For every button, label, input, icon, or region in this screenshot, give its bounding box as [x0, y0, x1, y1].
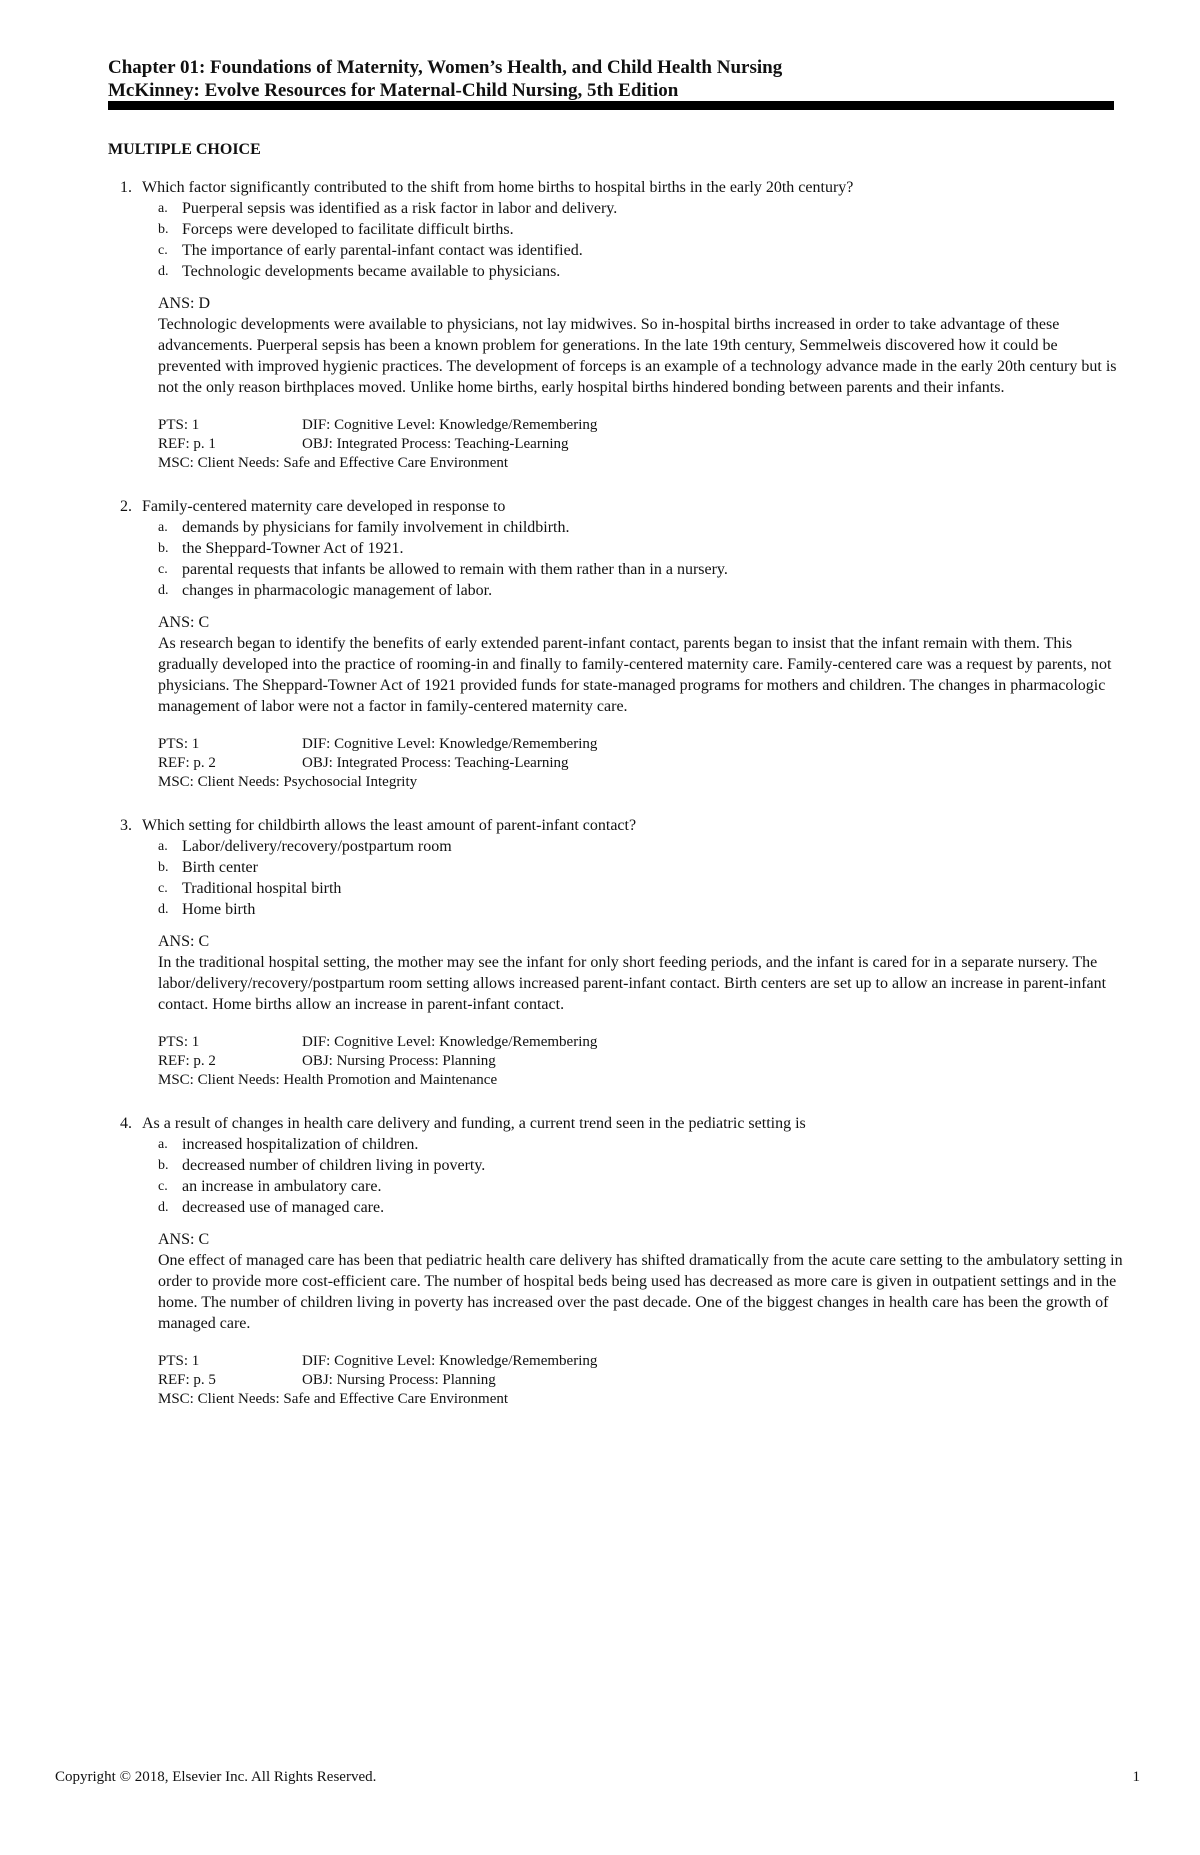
option-d [108, 261, 1128, 282]
option-letter: b. [158, 1158, 169, 1173]
difficulty: DIF: Cognitive Level: Knowledge/Remembering [302, 736, 598, 752]
question-number: 1. [120, 179, 132, 196]
question-text: Which factor significantly contributed to the shift from home births to hospital births in the early 20th century? [142, 179, 854, 196]
option-c [108, 240, 1128, 261]
option-letter: d. [158, 264, 169, 279]
points: PTS: 1 [158, 417, 200, 433]
option-a [108, 1134, 1128, 1155]
rationale: One effect of managed care has been that pediatric health care delivery has shifted dramatically from the acute care setting to the ambulatory setting in order to provide more cost-efficient care. The number of hospital beds being used has decreased as more care is given in outpatient settings and in the home. The number of children living in poverty has increased over the past decade. One of the biggest changes in health care has been the growth of managed care. [158, 1252, 1123, 1332]
option-d [108, 580, 1128, 601]
option-b [108, 538, 1128, 559]
reference: REF: p. 1 [158, 436, 216, 452]
answer-key: ANS: C [158, 614, 210, 631]
rationale: As research began to identify the benefits of early extended parent-infant contact, parents began to insist that the infant remain with them. This gradually developed into the practice of rooming-in and finally to family-centered maternity care. Family-centered care was a request by parents, not physicians. The Sheppard-Towner Act of 1921 provided funds for state-managed programs for mothers and children. The changes in pharmacologic management of labor were not a factor in family-centered maternity care. [158, 635, 1112, 715]
rationale: In the traditional hospital setting, the mother may see the infant for only short feeding periods, and the infant is cared for in a separate nursery. The labor/delivery/recovery/postpartum room setting allows increased parent-infant contact. Birth centers are set up to allow an increase in parent-infant contact. Home births allow an increase in parent-infant contact. [158, 954, 1107, 1013]
option-text: an increase in ambulatory care. [182, 1178, 382, 1195]
option-text: changes in pharmacologic management of labor. [182, 582, 493, 599]
option-text: The importance of early parental-infant contact was identified. [182, 242, 583, 259]
option-d [108, 899, 1128, 920]
answer-block [158, 1229, 1128, 1334]
answer-options [108, 198, 1128, 282]
option-a [108, 198, 1128, 219]
option-letter: d. [158, 902, 169, 917]
page-footer [55, 1769, 1140, 1786]
page-number: 1 [1132, 1769, 1140, 1785]
option-letter: a. [158, 839, 168, 854]
option-a [108, 517, 1128, 538]
option-text: the Sheppard-Towner Act of 1921. [182, 540, 404, 557]
section-title: MULTIPLE CHOICE [108, 141, 261, 158]
difficulty: DIF: Cognitive Level: Knowledge/Remembering [302, 1034, 598, 1050]
option-text: Technologic developments became available to physicians. [182, 263, 561, 280]
answer-options [108, 1134, 1128, 1218]
objective: OBJ: Integrated Process: Teaching-Learning [302, 436, 569, 452]
copyright-notice: Copyright © 2018, Elsevier Inc. All Rights Reserved. [55, 1769, 377, 1785]
option-letter: d. [158, 1200, 169, 1215]
difficulty: DIF: Cognitive Level: Knowledge/Remembering [302, 1353, 598, 1369]
header-rule [108, 101, 1114, 110]
option-text: demands by physicians for family involvement in childbirth. [182, 519, 570, 536]
objective: OBJ: Nursing Process: Planning [302, 1053, 496, 1069]
answer-key: ANS: C [158, 933, 210, 950]
question-metadata [158, 735, 1128, 792]
chapter-title: Chapter 01: Foundations of Maternity, Women’s Health, and Child Health Nursing [108, 57, 783, 78]
question-1 [108, 177, 1128, 473]
option-letter: a. [158, 520, 168, 535]
option-text: parental requests that infants be allowed to remain with them rather than in a nursery. [182, 561, 728, 578]
misc-client-needs: MSC: Client Needs: Safe and Effective Care Environment [158, 1391, 509, 1407]
option-c [108, 1176, 1128, 1197]
question-metadata [158, 416, 1128, 473]
question-number: 3. [120, 817, 132, 834]
misc-client-needs: MSC: Client Needs: Psychosocial Integrity [158, 774, 418, 790]
option-letter: c. [158, 562, 168, 577]
reference: REF: p. 5 [158, 1372, 216, 1388]
points: PTS: 1 [158, 736, 200, 752]
option-letter: c. [158, 243, 168, 258]
question-text: Which setting for childbirth allows the least amount of parent-infant contact? [142, 817, 637, 834]
option-text: Puerperal sepsis was identified as a risk factor in labor and delivery. [182, 200, 618, 217]
answer-block [158, 293, 1128, 398]
answer-options [108, 836, 1128, 920]
option-b [108, 857, 1128, 878]
question-text: Family-centered maternity care developed in response to [142, 498, 506, 515]
points: PTS: 1 [158, 1353, 200, 1369]
option-letter: b. [158, 541, 169, 556]
answer-key: ANS: D [158, 295, 211, 312]
option-letter: b. [158, 860, 169, 875]
option-text: Forceps were developed to facilitate difficult births. [182, 221, 514, 238]
question-metadata [158, 1352, 1128, 1409]
option-b [108, 219, 1128, 240]
option-b [108, 1155, 1128, 1176]
option-letter: a. [158, 1137, 168, 1152]
option-c [108, 559, 1128, 580]
reference: REF: p. 2 [158, 755, 216, 771]
option-letter: a. [158, 201, 168, 216]
misc-client-needs: MSC: Client Needs: Health Promotion and Maintenance [158, 1072, 498, 1088]
difficulty: DIF: Cognitive Level: Knowledge/Remembering [302, 417, 598, 433]
option-a [108, 836, 1128, 857]
book-title: McKinney: Evolve Resources for Maternal-Child Nursing, 5th Edition [108, 80, 679, 101]
misc-client-needs: MSC: Client Needs: Safe and Effective Care Environment [158, 455, 509, 471]
option-letter: c. [158, 881, 168, 896]
option-letter: c. [158, 1179, 168, 1194]
question-3 [108, 815, 1128, 1090]
question-number: 4. [120, 1115, 132, 1132]
option-letter: b. [158, 222, 169, 237]
option-c [108, 878, 1128, 899]
option-text: increased hospitalization of children. [182, 1136, 419, 1153]
option-text: Labor/delivery/recovery/postpartum room [182, 838, 452, 855]
option-text: decreased number of children living in poverty. [182, 1157, 486, 1174]
question-metadata [158, 1033, 1128, 1090]
questions-list [108, 177, 1128, 1432]
question-number: 2. [120, 498, 132, 515]
option-text: Traditional hospital birth [182, 880, 342, 897]
objective: OBJ: Integrated Process: Teaching-Learning [302, 755, 569, 771]
answer-block [158, 931, 1128, 1015]
option-letter: d. [158, 583, 169, 598]
answer-block [158, 612, 1128, 717]
answer-key: ANS: C [158, 1231, 210, 1248]
question-2 [108, 496, 1128, 792]
points: PTS: 1 [158, 1034, 200, 1050]
option-text: decreased use of managed care. [182, 1199, 385, 1216]
option-text: Home birth [182, 901, 256, 918]
answer-options [108, 517, 1128, 601]
option-d [108, 1197, 1128, 1218]
question-text: As a result of changes in health care delivery and funding, a current trend seen in the pediatric setting is [142, 1115, 806, 1132]
document-header [108, 56, 1114, 102]
option-text: Birth center [182, 859, 258, 876]
question-4 [108, 1113, 1128, 1409]
objective: OBJ: Nursing Process: Planning [302, 1372, 496, 1388]
rationale: Technologic developments were available to physicians, not lay midwives. So in-hospital births increased in order to take advantage of these advancements. Puerperal sepsis has been a known problem for generations. In the late 19th century, Semmelweis discovered how it could be prevented with improved hygienic practices. The development of forceps is an example of a technology advance made in the early 20th century but is not the only reason birthplaces moved. Unlike home births, early hospital births hindered bonding between parents and their infants. [158, 316, 1117, 396]
reference: REF: p. 2 [158, 1053, 216, 1069]
